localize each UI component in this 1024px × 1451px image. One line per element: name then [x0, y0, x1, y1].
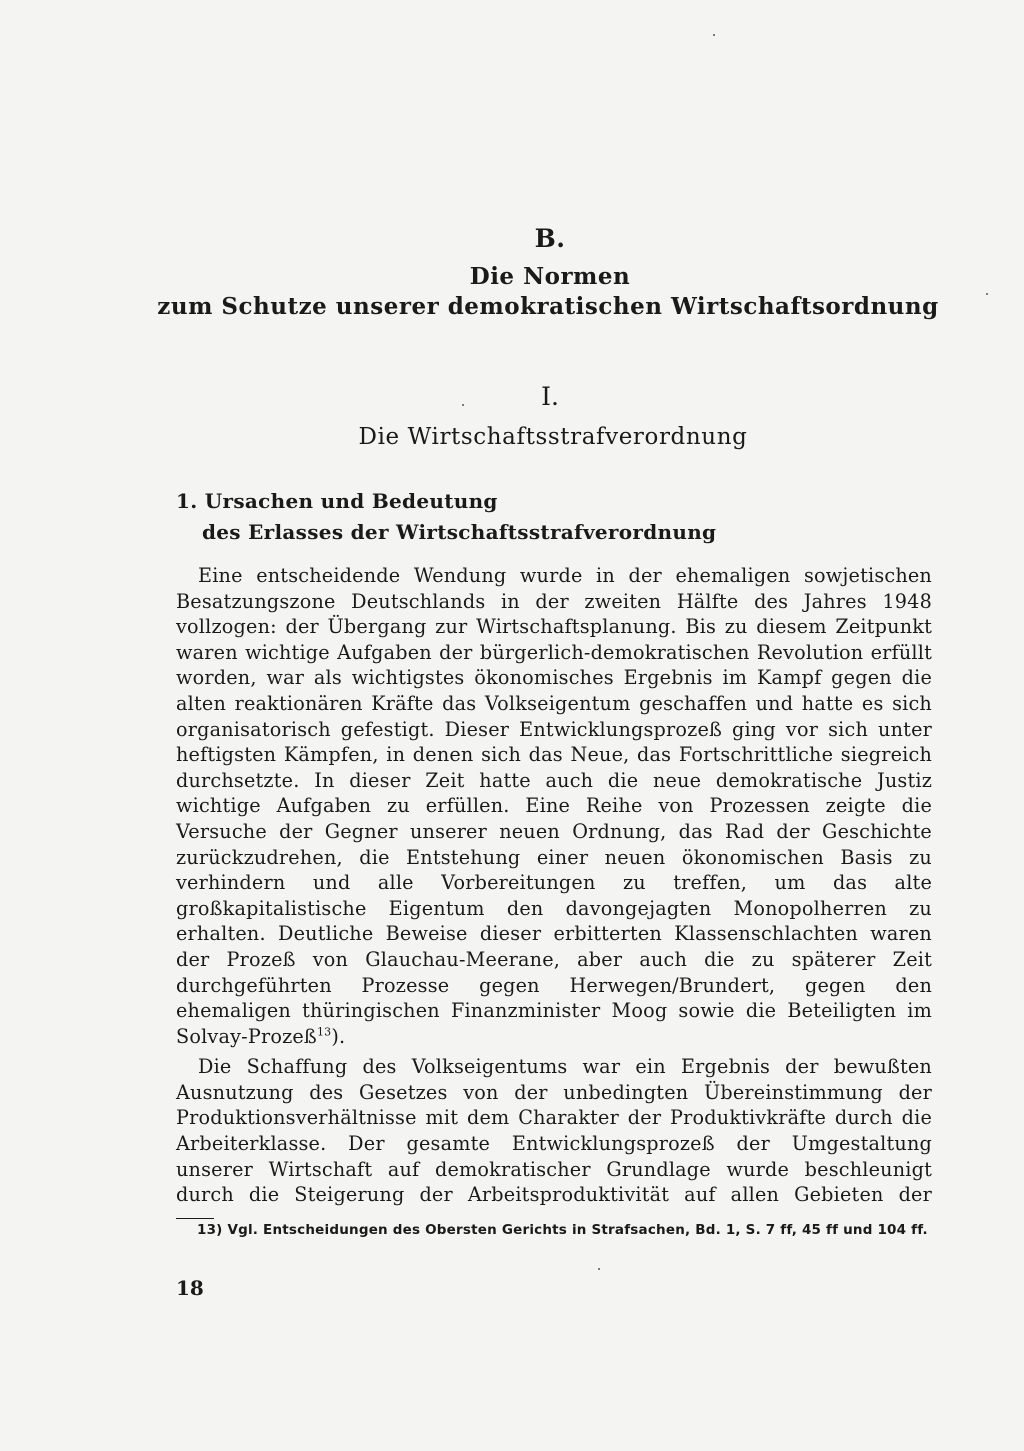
- page-number: 18: [176, 1276, 204, 1300]
- section-title-line1: Die Normen: [469, 263, 631, 290]
- chapter-number: I.: [541, 382, 559, 411]
- footnote-separator: [176, 1218, 214, 1219]
- chapter-title: Die Wirtschaftsstrafverordnung: [358, 424, 748, 450]
- speck: [986, 293, 988, 295]
- paragraph-1: [176, 563, 932, 1049]
- section-title-line2: zum Schutze unserer demokratischen Wirtschaftsordnung: [157, 293, 939, 320]
- paragraph-1-text: Eine entscheidende Wendung wurde in der ehemaligen sowjetischen Besatzungszone Deutschlands in der zweiten Hälfte des Jahres 1948 vollzogen: der Übergang zur Wirtschaftsplanung. Bis zu diesem Zeitpunkt waren wichtige Aufgaben der bürgerlich-demokratischen Revolution erfüllt worden, war als wichtigstes ökonomisches Ergebnis im Kampf gegen die alten reaktionären Kräfte das Volkseigentum geschaffen und hatte es sich organisatorisch gefestigt. Dieser Entwicklungsprozeß ging vor sich unter heftigsten Kämpfen, in denen sich das Neue, das Fortschrittliche siegreich durchsetzte. In dieser Zeit hatte auch die neue demokratische Justiz wichtige Aufgaben zu erfüllen. Eine Reihe von Prozessen zeigte die Versuche der Gegner unserer neuen Ordnung, das Rad der Geschichte zurückzudrehen, die Entstehung einer neuen ökonomischen Basis zu verhindern und alle Vorbereitungen zu treffen, um das alte großkapitalistische Eigentum den davongejagten Monopolherren zu erhalten. Deutliche Beweise dieser erbitterten Klassenschlachten waren der Prozeß von Glauchau-Meerane, aber auch die zu späterer Zeit durchgeführten Prozesse gegen Herwegen/Brundert, gegen den ehemaligen thüringischen Finanzminister Moog sowie die Beteiligten im Solvay-Prozeß: [176, 564, 932, 1048]
- speck: [462, 404, 464, 406]
- subsection-heading-line2: des Erlasses der Wirtschaftsstrafverordnung: [202, 520, 717, 544]
- subsection-heading: [176, 486, 716, 548]
- body-text: [176, 563, 932, 1213]
- paragraph-2: Die Schaffung des Volkseigentums war ein Ergebnis der bewußten Ausnutzung des Gesetzes von der unbedingten Übereinstimmung der Produktionsverhältnisse mit dem Charakter der Produktivkräfte durch die Arbeiterklasse. Der gesamte Entwicklungsprozeß der Umgestaltung unserer Wirtschaft auf demokratischer Grundlage wurde beschleunigt durch die Steigerung der Arbeitsproduktivität auf allen Gebieten der: [176, 1055, 932, 1207]
- subsection-heading-line1: 1. Ursachen und Bedeutung: [176, 489, 498, 513]
- speck: [713, 34, 715, 36]
- footnote: 13) Vgl. Entscheidungen des Obersten Gerichts in Strafsachen, Bd. 1, S. 7 ff, 45 ff und 104 ff.: [197, 1222, 928, 1238]
- speck: [598, 1268, 600, 1270]
- paragraph-1-end: ).: [331, 1024, 346, 1048]
- section-letter: B.: [534, 224, 566, 253]
- footnote-reference: 13: [316, 1025, 332, 1039]
